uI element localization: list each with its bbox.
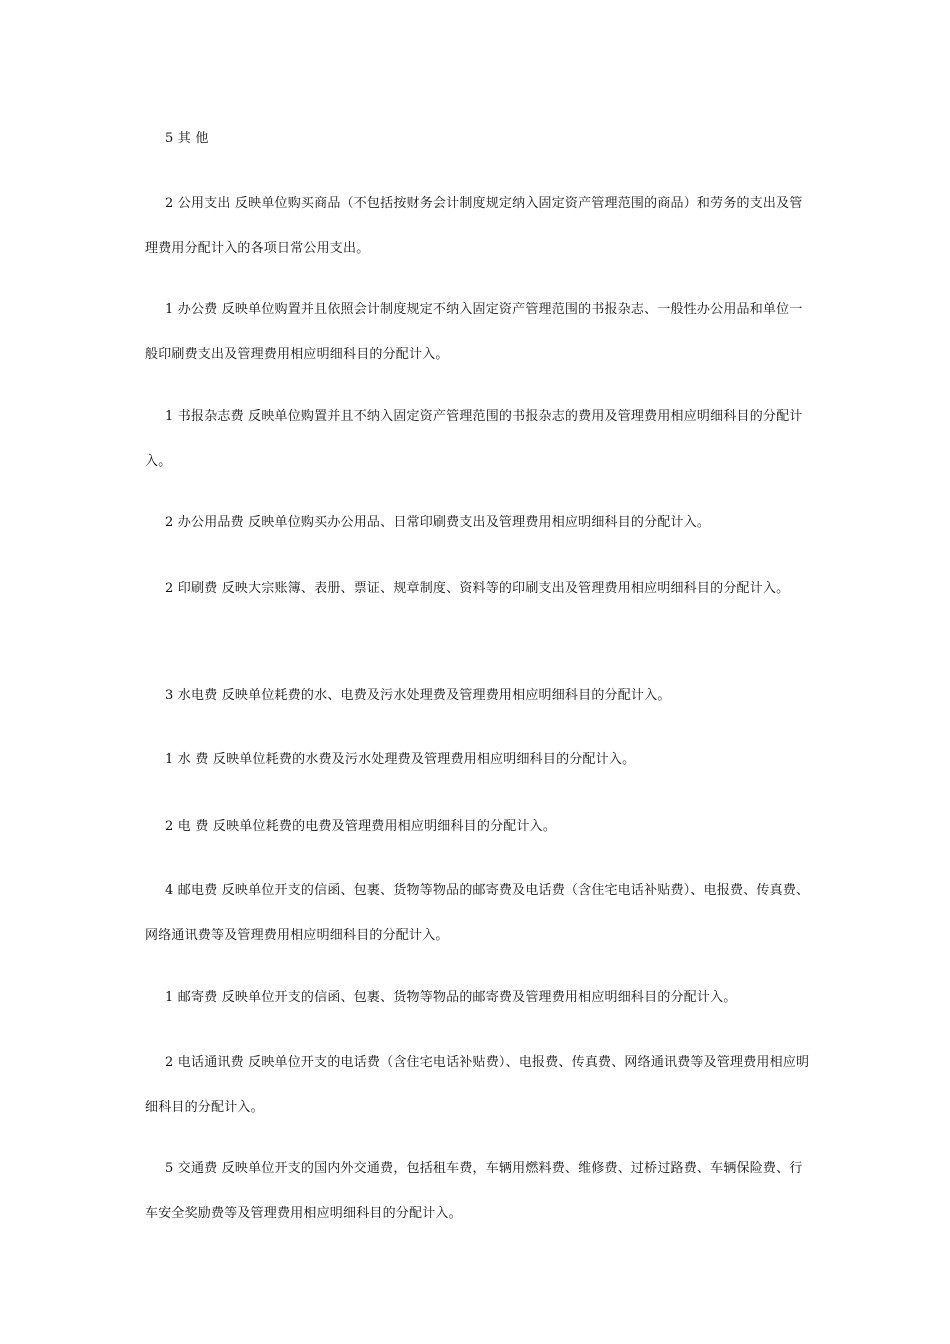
- paragraph-post-telecom-expense: 4 邮电费 反映单位开支的信函、包裹、货物等物品的邮寄费及电话费（含住宅电话补贴费）、电报费、传真费、网络通讯费等及管理费用相应明细科目的分配计入。: [145, 883, 810, 943]
- paragraph-newspaper-expense: 1 书报杂志费 反映单位购置并且不纳入固定资产管理范围的书报杂志的费用及管理费用相应明细科目的分配计入。: [145, 409, 803, 469]
- paragraph-printing-expense: 2 印刷费 反映大宗账簿、表册、票证、规章制度、资料等的印刷支出及管理费用相应明细科目的分配计入。: [165, 581, 790, 596]
- paragraph-electricity-expense: 2 电 费 反映单位耗费的电费及管理费用相应明细科目的分配计入。: [165, 819, 557, 834]
- paragraph-postage-expense: 1 邮寄费 反映单位开支的信函、包裹、货物等物品的邮寄费及管理费用相应明细科目的分配计入。: [165, 990, 737, 1005]
- paragraph-public-expenditure: 2 公用支出 反映单位购买商品（不包括按财务会计制度规定纳入固定资产管理范围的商品）和劳务的支出及管理费用分配计入的各项日常公用支出。: [145, 196, 803, 256]
- paragraph-transport-expense: 5 交通费 反映单位开支的国内外交通费，包括租车费，车辆用燃料费、维修费、过桥过路费、车辆保险费、行车安全奖励费等及管理费用相应明细科目的分配计入。: [145, 1161, 803, 1221]
- paragraph-item-other: 5 其 他: [165, 131, 209, 146]
- paragraph-office-expense: 1 办公费 反映单位购置并且依照会计制度规定不纳入固定资产管理范围的书报杂志、一般性办公用品和单位一般印刷费支出及管理费用相应明细科目的分配计入。: [145, 302, 803, 362]
- paragraph-office-supplies-expense: 2 办公用品费 反映单位购买办公用品、日常印刷费支出及管理费用相应明细科目的分配计入。: [165, 515, 711, 530]
- paragraph-water-expense: 1 水 费 反映单位耗费的水费及污水处理费及管理费用相应明细科目的分配计入。: [165, 752, 636, 767]
- paragraph-utilities-expense: 3 水电费 反映单位耗费的水、电费及污水处理费及管理费用相应明细科目的分配计入。: [165, 688, 671, 703]
- paragraph-telephone-expense: 2 电话通讯费 反映单位开支的电话费（含住宅电话补贴费）、电报费、传真费、网络通讯费等及管理费用相应明细科目的分配计入。: [145, 1055, 810, 1115]
